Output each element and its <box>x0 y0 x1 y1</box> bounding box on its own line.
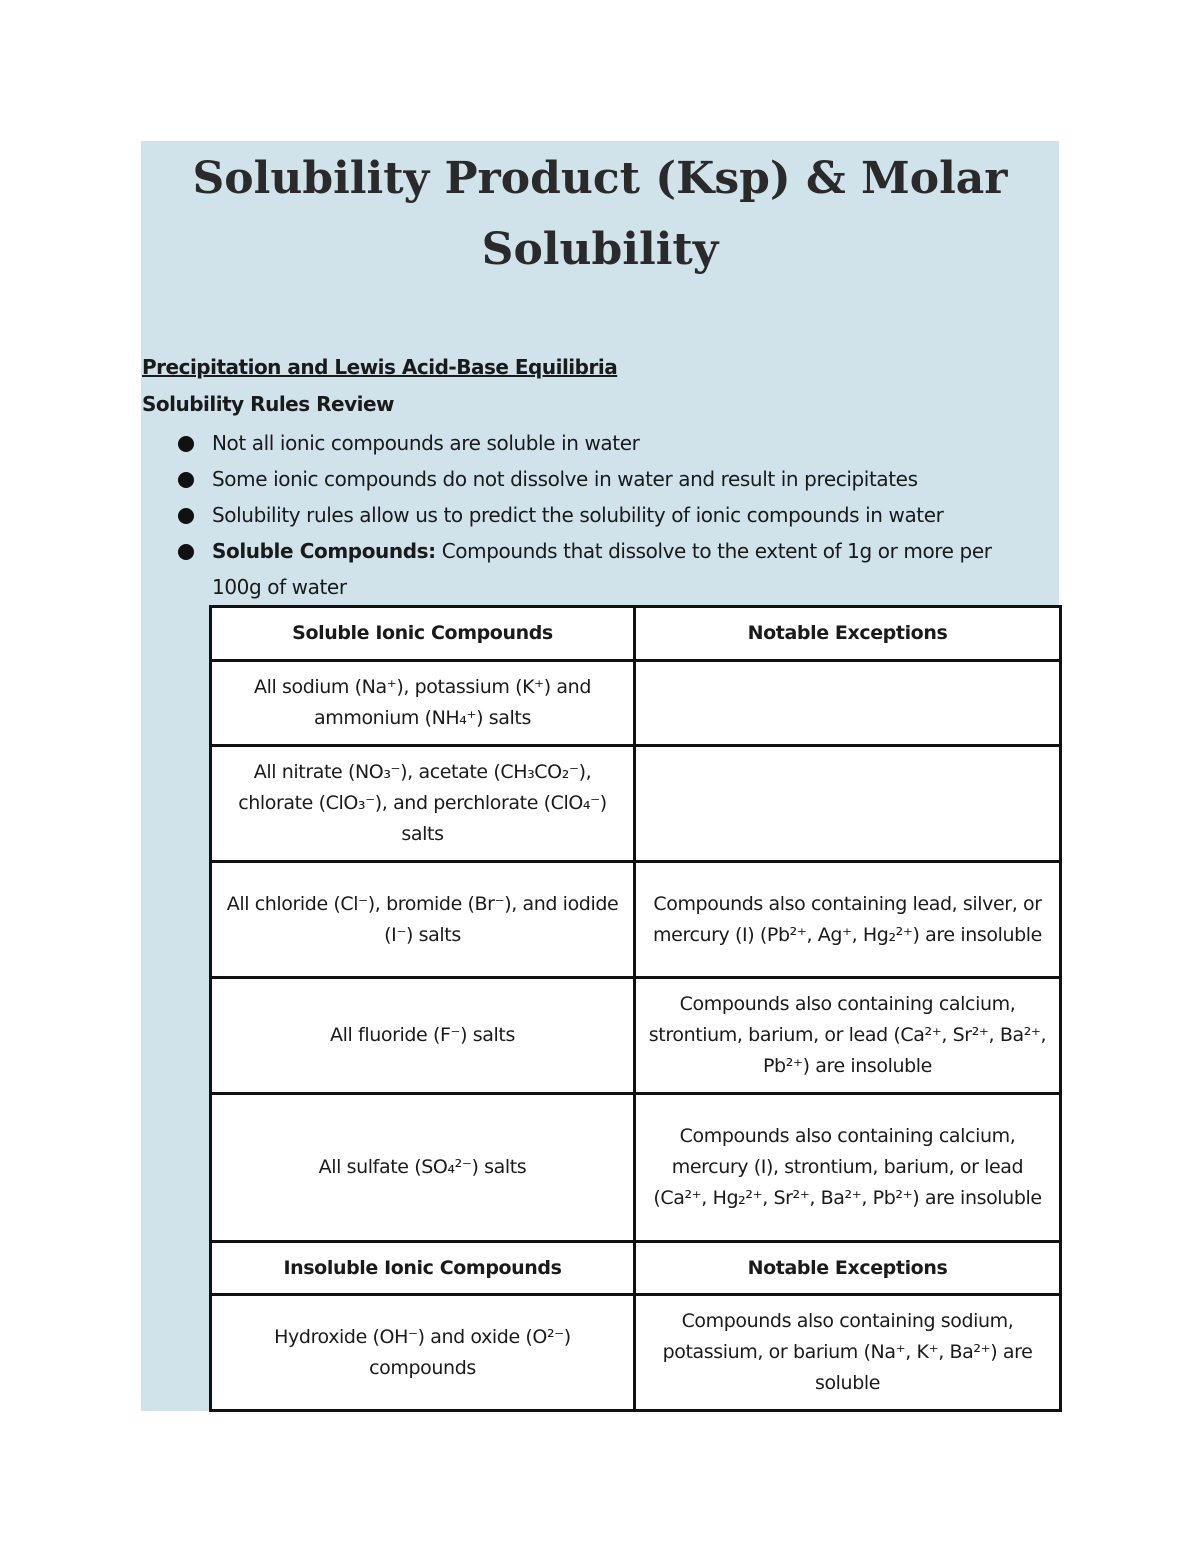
table-header-row <box>211 607 1061 661</box>
table-cell: Compounds also containing calcium, strontium, barium, or lead (Ca²⁺, Sr²⁺, Ba²⁺, Pb²⁺) are insoluble <box>635 978 1061 1094</box>
bullet-dot-icon <box>178 436 194 452</box>
table-cell: Hydroxide (OH⁻) and oxide (O²⁻) compounds <box>211 1295 635 1411</box>
bullet-item <box>176 533 1036 605</box>
table-cell: Compounds also containing calcium, mercury (I), strontium, barium, or lead (Ca²⁺, Hg₂²⁺, Sr²⁺, Ba²⁺, Pb²⁺) are insoluble <box>635 1094 1061 1242</box>
sub-heading: Solubility Rules Review <box>142 392 395 416</box>
table-cell <box>635 661 1061 746</box>
table-cell: All fluoride (F⁻) salts <box>211 978 635 1094</box>
table-row <box>211 661 1061 746</box>
table-row <box>211 1094 1061 1242</box>
bullet-dot-icon <box>178 544 194 560</box>
bullet-list <box>176 425 1036 605</box>
table-cell: All nitrate (NO₃⁻), acetate (CH₃CO₂⁻), chlorate (ClO₃⁻), and perchlorate (ClO₄⁻) salts <box>211 746 635 862</box>
bullet-text: Compounds that dissolve to the extent of 1g or more per 100g of water <box>212 539 992 599</box>
solubility-rules-table <box>209 605 1062 1412</box>
bullet-text: Some ionic compounds do not dissolve in water and result in precipitates <box>212 467 918 491</box>
table-cell: Compounds also containing sodium, potassium, or barium (Na⁺, K⁺, Ba²⁺) are soluble <box>635 1295 1061 1411</box>
bullet-dot-icon <box>178 472 194 488</box>
bullet-dot-icon <box>178 508 194 524</box>
table-cell: All sulfate (SO₄²⁻) salts <box>211 1094 635 1242</box>
table-cell <box>635 746 1061 862</box>
header-cell-soluble: Soluble Ionic Compounds <box>211 607 635 661</box>
bullet-item <box>176 425 1036 461</box>
table-cell: All sodium (Na⁺), potassium (K⁺) and ammonium (NH₄⁺) salts <box>211 661 635 746</box>
bullet-item <box>176 461 1036 497</box>
header-cell-exceptions: Notable Exceptions <box>635 1242 1061 1295</box>
header-cell-exceptions: Notable Exceptions <box>635 607 1061 661</box>
table-row <box>211 746 1061 862</box>
bullet-text: Not all ionic compounds are soluble in water <box>212 431 640 455</box>
table-row <box>211 978 1061 1094</box>
table-row <box>211 862 1061 978</box>
table-row <box>211 1295 1061 1411</box>
table-header-row <box>211 1242 1061 1295</box>
header-cell-insoluble: Insoluble Ionic Compounds <box>211 1242 635 1295</box>
table-cell: All chloride (Cl⁻), bromide (Br⁻), and iodide (I⁻) salts <box>211 862 635 978</box>
table-cell: Compounds also containing lead, silver, or mercury (I) (Pb²⁺, Ag⁺, Hg₂²⁺) are insoluble <box>635 862 1061 978</box>
section-heading: Precipitation and Lewis Acid-Base Equilibria <box>142 355 618 379</box>
page-title: Solubility Product (Ksp) & Molar Solubility <box>192 153 1008 275</box>
bullet-item <box>176 497 1036 533</box>
bullet-text: Solubility rules allow us to predict the solubility of ionic compounds in water <box>212 503 944 527</box>
bullet-bold-label: Soluble Compounds: <box>212 539 436 563</box>
